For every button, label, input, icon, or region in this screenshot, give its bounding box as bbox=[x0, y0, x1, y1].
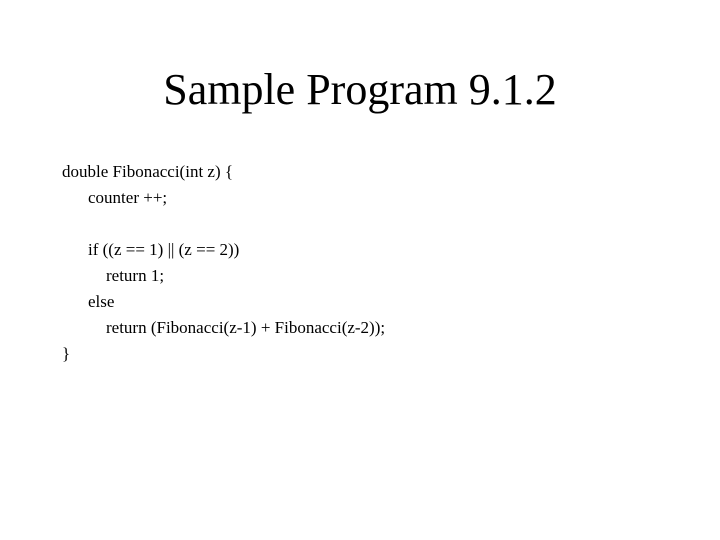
code-line-closing-brace: } bbox=[62, 344, 71, 363]
code-line-if-condition: if ((z == 1) || (z == 2)) bbox=[88, 240, 240, 259]
code-line-function-signature: double Fibonacci(int z) { bbox=[62, 162, 234, 181]
code-line-return-one: return 1; bbox=[106, 266, 165, 285]
slide-title: Sample Program 9.1.2 bbox=[163, 65, 557, 114]
code-line-counter-increment: counter ++; bbox=[88, 188, 168, 207]
code-line-recursive-return: return (Fibonacci(z-1) + Fibonacci(z-2)); bbox=[106, 318, 386, 337]
code-line-else: else bbox=[88, 292, 115, 311]
